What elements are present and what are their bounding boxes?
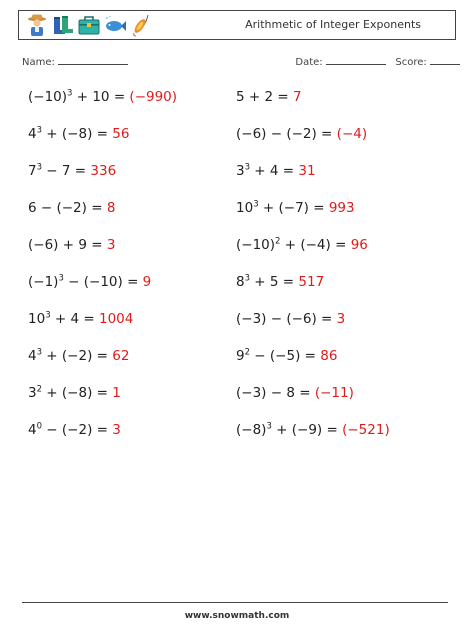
answer: 56	[112, 126, 130, 142]
exponent: 3	[253, 199, 259, 210]
date-blank[interactable]	[326, 64, 386, 65]
expression-text: − (−5) =	[250, 348, 321, 364]
expression-text: 7	[28, 163, 37, 179]
expression-text: 4	[28, 126, 37, 142]
problem-item	[236, 163, 316, 179]
expression-text: (−10)	[236, 237, 276, 253]
exponent: 2	[275, 236, 281, 247]
exponent: 3	[45, 310, 51, 321]
answer: 3	[336, 311, 346, 327]
answer: 8	[106, 200, 116, 216]
answer: 1	[112, 385, 121, 401]
answer: 86	[320, 348, 338, 364]
answer: (−11)	[314, 385, 354, 401]
expression-text: + (−8) =	[42, 126, 113, 142]
date-label: Date:	[295, 57, 323, 68]
problem-item	[236, 274, 324, 290]
problem-item	[236, 126, 367, 142]
answer: 993	[328, 200, 355, 216]
expression-text: (−3) − (−6) =	[236, 311, 337, 327]
exponent: 3	[58, 273, 64, 284]
expression-text: 3	[28, 385, 37, 401]
expression-text: (−1)	[28, 274, 59, 290]
exponent: 3	[244, 162, 251, 173]
problem-item	[236, 237, 368, 253]
exponent: 3	[36, 125, 43, 136]
exponent: 3	[244, 273, 251, 284]
problem-item	[236, 385, 354, 401]
answer: 9	[142, 274, 152, 290]
answer: 31	[298, 163, 316, 179]
expression-text: + (−8) =	[42, 385, 113, 401]
expression-text: − (−2) =	[42, 422, 113, 438]
problem-item	[28, 348, 129, 364]
problem-item	[28, 200, 115, 216]
expression-text: 8	[236, 274, 245, 290]
answer: 336	[90, 163, 117, 179]
expression-text: + 10 =	[72, 89, 130, 105]
fishing-lure-icon	[129, 13, 153, 37]
exponent: 2	[244, 347, 251, 358]
name-label: Name:	[22, 57, 55, 68]
answer: (−990)	[129, 89, 178, 105]
problem-item	[28, 89, 177, 105]
problem-item	[28, 126, 129, 142]
answer: (−521)	[342, 422, 390, 438]
fish-icon	[103, 13, 127, 37]
answer: 62	[112, 348, 130, 364]
footer-url: www.snowmath.com	[184, 611, 290, 621]
expression-text: (−6) − (−2) =	[236, 126, 337, 142]
tackle-box-icon	[77, 13, 101, 37]
expression-text: 3	[236, 163, 245, 179]
problem-item	[236, 422, 390, 438]
problem-item	[28, 274, 151, 290]
expression-text: (−3) − 8 =	[236, 385, 315, 401]
problem-item	[236, 311, 345, 327]
problem-item	[28, 163, 116, 179]
problem-item	[236, 348, 337, 364]
expression-text: 4	[28, 422, 37, 438]
expression-text: 5 + 2 =	[236, 89, 293, 105]
name-blank[interactable]	[58, 64, 128, 65]
expression-text: (−6) + 9 =	[28, 237, 107, 253]
problem-item	[28, 385, 121, 401]
worksheet-header	[18, 10, 456, 40]
expression-text: (−10)	[28, 89, 68, 105]
expression-text: 6 − (−2) =	[28, 200, 107, 216]
expression-text: + (−4) =	[280, 237, 351, 253]
answer: (−4)	[336, 126, 368, 142]
date-score-field	[295, 57, 460, 68]
boots-icon	[51, 13, 75, 37]
header-icons	[25, 13, 153, 37]
expression-text: 4	[28, 348, 37, 364]
answer: 1004	[99, 311, 134, 327]
expression-text: + 4 =	[250, 163, 299, 179]
answer: 3	[106, 237, 116, 253]
worksheet-title: Arithmetic of Integer Exponents	[245, 18, 421, 31]
expression-text: 9	[236, 348, 245, 364]
exponent: 3	[67, 88, 73, 99]
score-label: Score:	[395, 57, 427, 68]
answer: 7	[292, 89, 302, 105]
expression-text: + (−7) =	[258, 200, 329, 216]
problem-item	[28, 237, 115, 253]
exponent: 0	[36, 421, 43, 432]
expression-text: − 7 =	[42, 163, 91, 179]
exponent: 3	[36, 162, 43, 173]
expression-text: + 4 =	[50, 311, 99, 327]
exponent: 2	[36, 384, 43, 395]
footer-divider	[22, 602, 448, 603]
expression-text: + (−9) =	[271, 422, 343, 438]
answer: 96	[350, 237, 368, 253]
exponent: 3	[266, 421, 272, 432]
expression-text: − (−10) =	[63, 274, 143, 290]
answer: 517	[298, 274, 325, 290]
problem-item	[28, 311, 133, 327]
problem-item	[236, 89, 302, 105]
exponent: 3	[36, 347, 43, 358]
expression-text: 10	[28, 311, 46, 327]
expression-text: + (−2) =	[42, 348, 113, 364]
expression-text: (−8)	[236, 422, 267, 438]
score-blank[interactable]	[430, 64, 460, 65]
expression-text: 10	[236, 200, 254, 216]
problem-item	[236, 200, 355, 216]
farmer-icon	[25, 13, 49, 37]
answer: 3	[112, 422, 121, 438]
problem-item	[28, 422, 121, 438]
expression-text: + 5 =	[250, 274, 299, 290]
name-field	[22, 57, 128, 68]
